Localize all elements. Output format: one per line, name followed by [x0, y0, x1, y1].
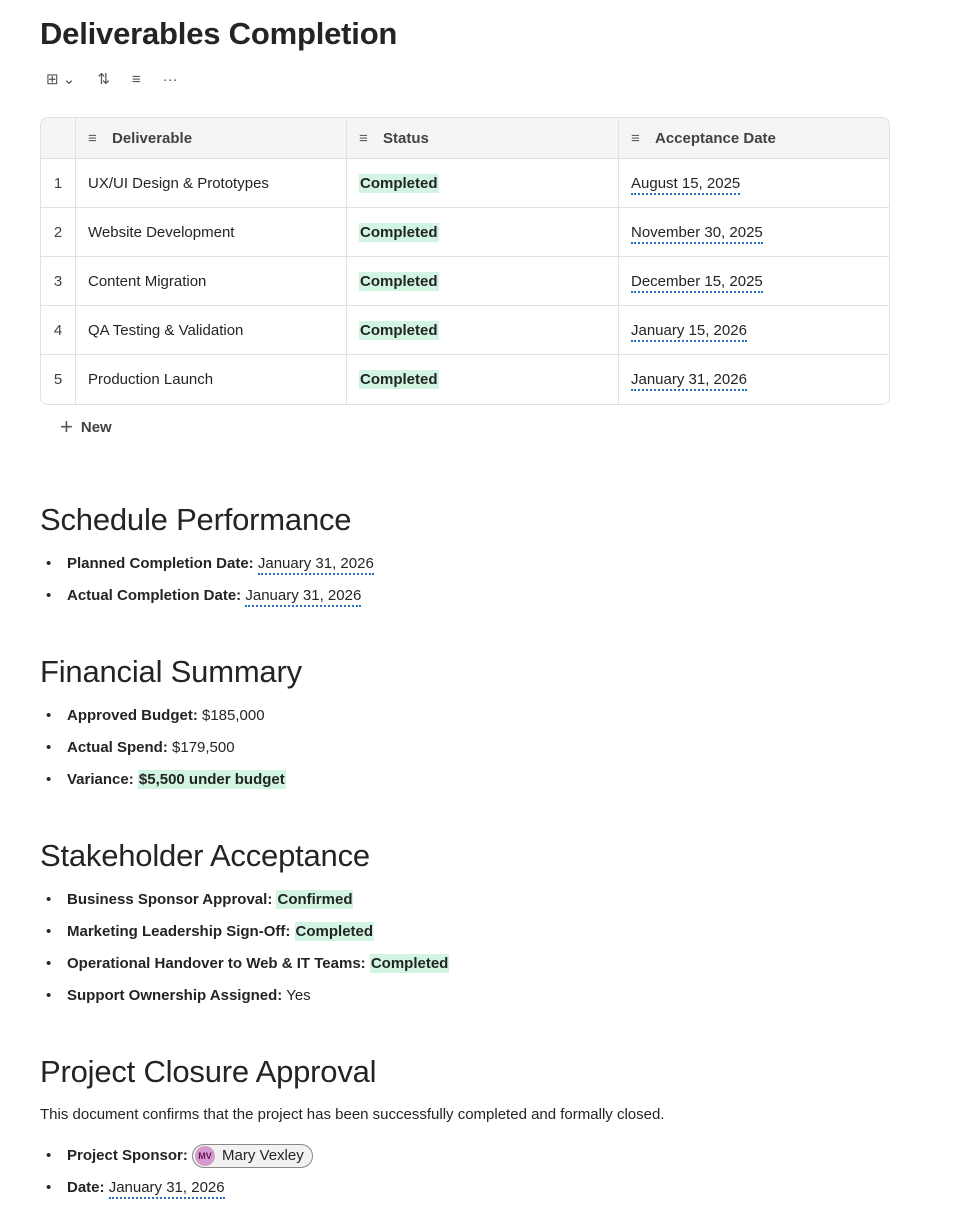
deliverable-cell[interactable]: UX/UI Design & Prototypes — [76, 159, 347, 208]
status-cell[interactable] — [347, 257, 619, 306]
item-label: Actual Completion Date: — [67, 587, 242, 604]
list-item — [46, 764, 286, 796]
section-heading-schedule: Schedule Performance — [40, 502, 352, 537]
more-options-icon[interactable]: ··· — [162, 70, 178, 88]
date-value: January 15, 2026 — [631, 322, 747, 342]
list-item — [46, 548, 374, 580]
plus-icon: + — [60, 414, 73, 439]
item-value: Completed — [370, 955, 449, 972]
date-value: January 31, 2026 — [631, 371, 747, 391]
table-header — [41, 118, 889, 159]
sort-icon[interactable]: ⇅ — [97, 71, 110, 88]
column-header-status[interactable] — [347, 118, 619, 159]
table-row[interactable] — [41, 159, 889, 208]
item-value: Yes — [286, 987, 311, 1004]
deliverables-table — [40, 117, 890, 405]
table-row[interactable] — [41, 355, 889, 404]
item-label: Project Sponsor: — [67, 1147, 188, 1164]
list-item — [46, 1172, 313, 1204]
section-heading-closure: Project Closure Approval — [40, 1054, 377, 1089]
item-label: Actual Spend: — [67, 739, 168, 756]
row-number: 4 — [41, 306, 76, 355]
item-value: $5,500 under budget — [138, 771, 285, 788]
list-item — [46, 916, 449, 948]
status-cell[interactable] — [347, 355, 619, 404]
list-item — [46, 732, 286, 764]
header-label: Deliverable — [112, 129, 193, 147]
list-item — [46, 700, 286, 732]
date-value: August 15, 2025 — [631, 175, 740, 195]
closure-description: This document confirms that the project has been successfully completed and formally closed. — [40, 1106, 665, 1123]
row-number: 5 — [41, 355, 76, 404]
row-number: 2 — [41, 208, 76, 257]
acceptance-date-cell[interactable] — [619, 159, 889, 208]
date-value[interactable]: January 31, 2026 — [109, 1179, 225, 1199]
person-chip[interactable] — [192, 1144, 313, 1168]
header-label: Status — [383, 129, 429, 147]
item-value: Confirmed — [277, 891, 353, 908]
deliverable-cell[interactable]: Production Launch — [76, 355, 347, 404]
status-badge: Completed — [360, 272, 438, 290]
item-value: Completed — [295, 923, 374, 940]
deliverable-cell[interactable]: Content Migration — [76, 257, 347, 306]
status-badge: Completed — [360, 174, 438, 192]
view-switcher-icon[interactable]: ⊞ ⌄ — [46, 71, 76, 88]
date-value[interactable]: January 31, 2026 — [245, 587, 361, 607]
acceptance-date-cell[interactable] — [619, 355, 889, 404]
list-item — [46, 884, 449, 916]
item-label: Business Sponsor Approval: — [67, 891, 273, 908]
closure-list — [46, 1140, 313, 1204]
item-label: Support Ownership Assigned: — [67, 987, 283, 1004]
header-label: Acceptance Date — [655, 129, 776, 147]
item-label: Approved Budget: — [67, 707, 198, 724]
table-row[interactable] — [41, 306, 889, 355]
page-title: Deliverables Completion — [40, 16, 398, 51]
date-value: December 15, 2025 — [631, 273, 763, 293]
item-label: Date: — [67, 1179, 105, 1196]
item-label: Planned Completion Date: — [67, 555, 254, 572]
row-number: 1 — [41, 159, 76, 208]
acceptance-date-cell[interactable] — [619, 306, 889, 355]
text-column-icon: ≡ — [631, 129, 640, 147]
item-value: $179,500 — [172, 739, 235, 756]
column-header-acceptance-date[interactable] — [619, 118, 889, 159]
list-item — [46, 948, 449, 980]
status-cell[interactable] — [347, 159, 619, 208]
deliverable-cell[interactable]: Website Development — [76, 208, 347, 257]
status-cell[interactable] — [347, 208, 619, 257]
status-badge: Completed — [360, 321, 438, 339]
financial-list — [46, 700, 286, 796]
list-item — [46, 980, 449, 1012]
item-label: Variance: — [67, 771, 134, 788]
text-column-icon: ≡ — [88, 129, 97, 147]
section-heading-financial: Financial Summary — [40, 654, 302, 689]
row-number: 3 — [41, 257, 76, 306]
table-row[interactable] — [41, 257, 889, 306]
date-value: November 30, 2025 — [631, 224, 763, 244]
status-cell[interactable] — [347, 306, 619, 355]
column-header-deliverable[interactable] — [76, 118, 347, 159]
avatar: MV — [195, 1146, 215, 1166]
status-badge: Completed — [360, 223, 438, 241]
schedule-list — [46, 548, 374, 612]
row-number-header — [41, 118, 76, 159]
acceptance-date-cell[interactable] — [619, 208, 889, 257]
table-row[interactable] — [41, 208, 889, 257]
list-item — [46, 1140, 313, 1172]
table-toolbar — [46, 70, 178, 88]
filter-icon[interactable]: ≡ — [131, 70, 141, 88]
new-row-button[interactable] — [60, 414, 112, 439]
item-label: Operational Handover to Web & IT Teams: — [67, 955, 366, 972]
new-label: New — [80, 418, 112, 436]
stakeholder-list — [46, 884, 449, 1012]
person-name: Mary Vexley — [222, 1147, 304, 1165]
status-badge: Completed — [360, 371, 438, 388]
acceptance-date-cell[interactable] — [619, 257, 889, 306]
item-label: Marketing Leadership Sign-Off: — [67, 923, 291, 940]
date-value[interactable]: January 31, 2026 — [258, 555, 374, 575]
list-item — [46, 580, 374, 612]
text-column-icon: ≡ — [359, 129, 368, 147]
deliverable-cell[interactable]: QA Testing & Validation — [76, 306, 347, 355]
item-value: $185,000 — [202, 707, 265, 724]
section-heading-stakeholder: Stakeholder Acceptance — [40, 838, 370, 873]
